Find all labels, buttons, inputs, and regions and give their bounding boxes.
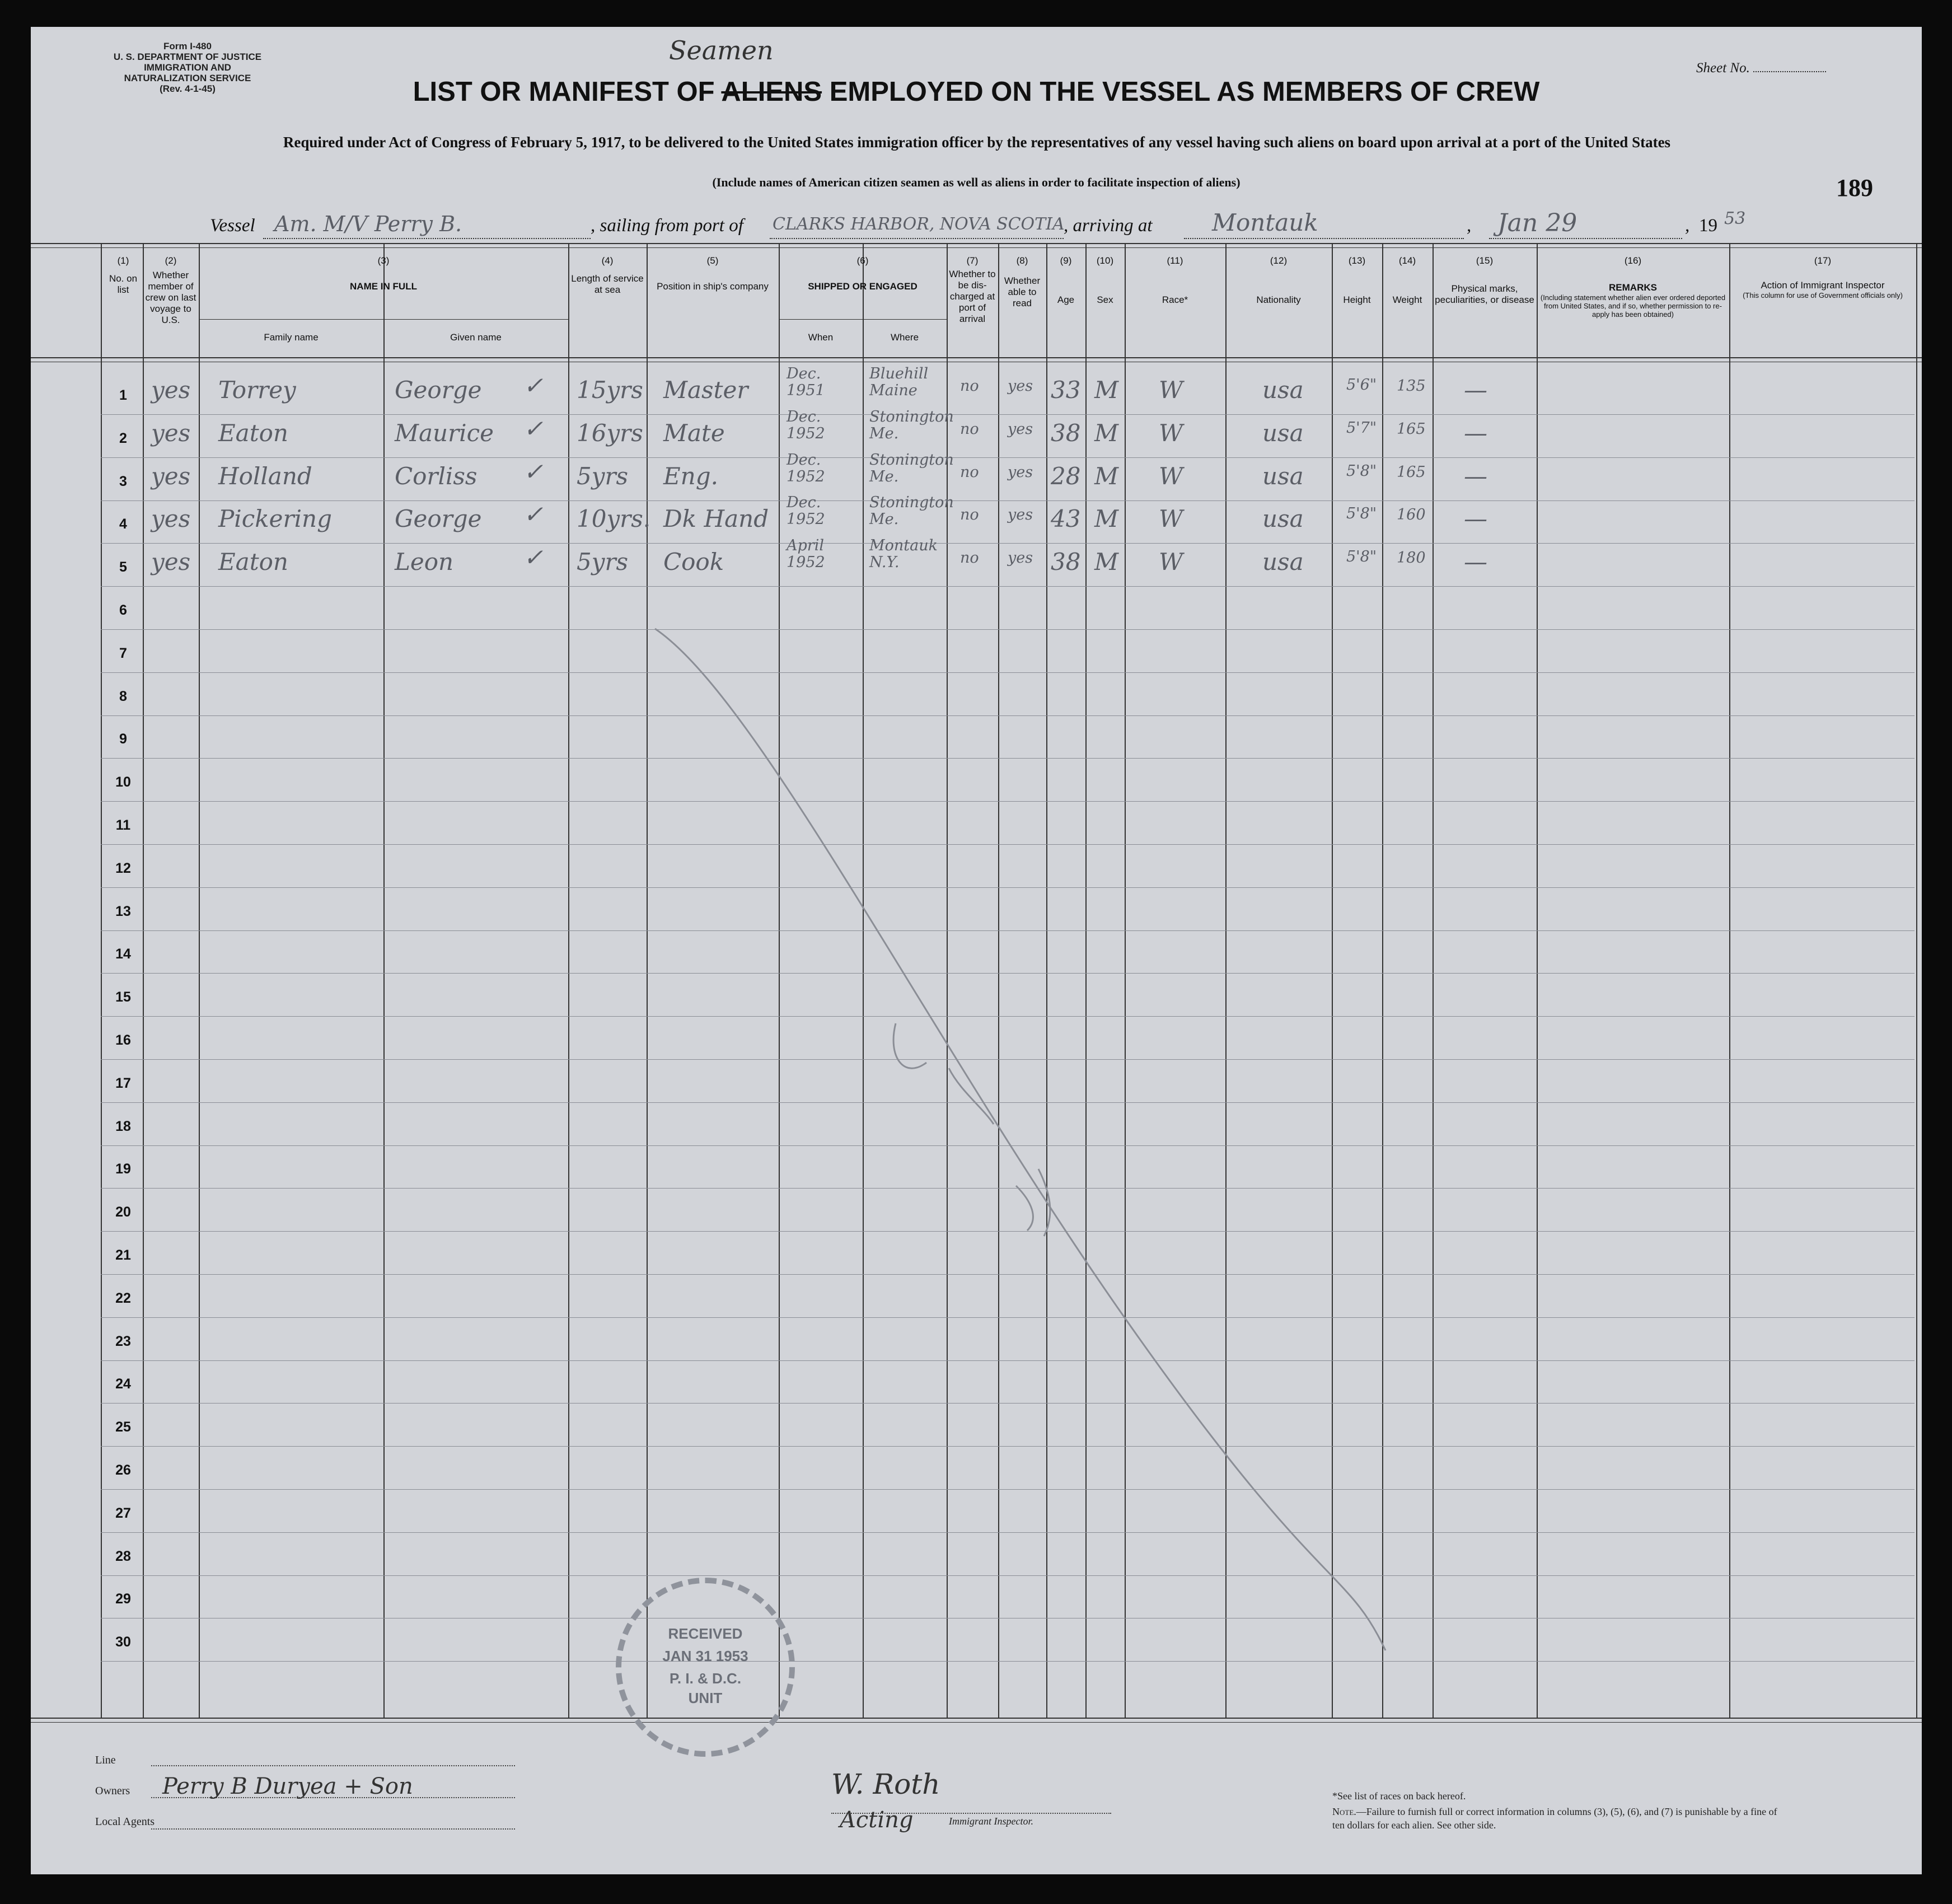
row-number: 16 <box>115 1032 131 1048</box>
manifest-sheet <box>31 27 1922 1874</box>
stamp-line-2: JAN 31 1953 <box>662 1648 748 1664</box>
crew-marks: — <box>1464 548 1487 576</box>
crew-weight: 165 <box>1397 420 1426 438</box>
crew-position: Dk Hand <box>663 505 769 533</box>
header-family-name: Family name <box>264 332 319 343</box>
crew-prev: yes <box>151 462 191 490</box>
crew-service: 5yrs <box>577 548 629 576</box>
header-col-8-label: Whether able to read <box>1004 275 1041 308</box>
vessel-label: Vessel <box>210 216 255 236</box>
crew-read: yes <box>1008 506 1033 524</box>
crew-discharged: no <box>960 506 979 524</box>
handwritten-seamen: Seamen <box>669 35 774 66</box>
crew-discharged: no <box>960 463 979 481</box>
crew-prev: yes <box>151 505 191 533</box>
row-number: 25 <box>115 1419 131 1435</box>
crew-family: Eaton <box>218 548 288 576</box>
row-number: 10 <box>115 774 131 790</box>
crew-nationality: usa <box>1262 548 1304 576</box>
row-number: 4 <box>119 516 127 532</box>
row-number: 23 <box>115 1333 131 1349</box>
note-text: —Failure to furnish full or correct information in columns (3), (5), (6), and (7) is punishable by a fine of ten dollars for each alien. See other side. <box>1332 1806 1777 1831</box>
crew-check: ✓ <box>523 414 544 442</box>
stamp-line-3: P. I. & D.C. <box>669 1670 742 1687</box>
crew-marks: — <box>1464 376 1487 404</box>
crew-given: Maurice <box>395 419 494 447</box>
crew-given: George <box>395 505 482 533</box>
crew-sex: M <box>1094 419 1119 447</box>
crew-service: 15yrs <box>577 376 643 404</box>
row-number: 5 <box>119 559 127 576</box>
crew-when2: 1952 <box>787 511 825 528</box>
row-number: 1 <box>119 387 127 403</box>
sailing-port: CLARKS HARBOR, NOVA SCOTIA <box>773 214 1065 234</box>
crew-when2: 1952 <box>787 424 825 442</box>
header-col-6-number: (6) <box>856 255 869 266</box>
header-col-7-label: Whether to be dis-charged at port of arrival <box>949 269 996 324</box>
row-number: 27 <box>115 1505 131 1521</box>
crew-where1: Stonington <box>869 494 954 512</box>
crew-nationality: usa <box>1262 376 1304 404</box>
crew-age: 33 <box>1051 376 1081 404</box>
row-number: 2 <box>119 430 127 446</box>
crew-where2: Me. <box>869 424 899 442</box>
row-number: 19 <box>115 1161 131 1177</box>
year-suffix: 53 <box>1724 209 1746 228</box>
crew-where1: Stonington <box>869 451 954 469</box>
header-col-8-number: (8) <box>1016 255 1028 266</box>
row-number: 21 <box>115 1247 131 1263</box>
header-col-10-number: (10) <box>1096 255 1114 266</box>
crew-discharged: no <box>960 420 979 438</box>
header-col-15-number: (15) <box>1476 255 1494 266</box>
owners-label: Owners <box>95 1785 130 1797</box>
crew-service: 10yrs. <box>577 505 651 533</box>
header-col-2-number: (2) <box>165 255 177 266</box>
crew-check: ✓ <box>523 457 544 485</box>
inspector-signature: W. Roth <box>831 1768 940 1800</box>
title-part-1: LIST OR MANIFEST OF <box>413 77 722 107</box>
header-col-16-note: (Including statement whether alien ever ordered deported from United States, and if so, whether permission to re-apply has been obtained) <box>1540 293 1726 319</box>
header-given-name: Given name <box>450 332 502 343</box>
crew-where2: Maine <box>869 382 918 399</box>
vessel-line: Vessel Am. M/V Perry B. , sailing from port of CLARKS HARBOR, NOVA SCOTIA , arriving at Montauk , Jan 29 , 19 53 <box>210 209 1777 242</box>
row-number: 14 <box>115 946 131 962</box>
header-col-11-number: (11) <box>1167 255 1183 266</box>
header-col-17-number: (17) <box>1814 255 1832 266</box>
crew-when1: Dec. <box>787 451 821 469</box>
year-prefix: 19 <box>1699 216 1717 236</box>
crew-race: W <box>1159 505 1183 533</box>
crew-read: yes <box>1008 463 1033 481</box>
row-number: 9 <box>119 731 127 747</box>
crew-when1: Dec. <box>787 408 821 425</box>
header-col-4-number: (4) <box>601 255 614 266</box>
crew-when2: 1951 <box>787 382 825 399</box>
crew-age: 38 <box>1051 548 1081 576</box>
crew-when1: April <box>787 537 824 555</box>
stamp-line-4: UNIT <box>688 1690 723 1706</box>
crew-discharged: no <box>960 549 979 567</box>
crew-where2: Me. <box>869 467 899 485</box>
crew-nationality: usa <box>1262 462 1304 490</box>
crew-race: W <box>1159 376 1183 404</box>
row-number: 20 <box>115 1204 131 1220</box>
sailing-label: , sailing from port of <box>591 216 743 236</box>
stamp-line-1: RECEIVED <box>668 1625 743 1642</box>
crew-age: 43 <box>1051 505 1081 533</box>
vessel-name: Am. M/V Perry B. <box>274 212 462 236</box>
sheet-number-label: Sheet No. <box>1696 60 1750 76</box>
crew-where2: N.Y. <box>869 554 900 572</box>
header-col-4-label: Length of service at sea <box>571 273 644 295</box>
header-col-9-label: Age <box>1057 294 1075 305</box>
crew-given: George <box>395 376 482 404</box>
arrival-date: Jan 29 <box>1497 209 1577 237</box>
crew-weight: 165 <box>1397 463 1426 481</box>
header-col-1-label: No. on list <box>109 273 138 295</box>
pencil-cancel-line <box>31 27 1922 1874</box>
header-col-1-number: (1) <box>117 255 129 266</box>
crew-where1: Montauk <box>869 537 938 555</box>
crew-height: 5'8" <box>1346 462 1377 480</box>
row-number: 24 <box>115 1376 131 1392</box>
crew-age: 28 <box>1051 462 1081 490</box>
received-stamp <box>616 1578 795 1757</box>
row-number: 12 <box>115 860 131 876</box>
crew-marks: — <box>1464 505 1487 533</box>
header-col-15-label: Physical marks, peculiarities, or disease <box>1435 283 1534 305</box>
row-number: 18 <box>115 1118 131 1134</box>
header-col-17-note: (This column for use of Government officials only) <box>1743 291 1903 300</box>
arriving-label: , arriving at <box>1064 216 1153 236</box>
form-number: Form I-480 <box>163 41 212 52</box>
line-label: Line <box>95 1754 116 1766</box>
row-number: 3 <box>119 473 127 489</box>
header-col-2-label: Whether member of crew on last voyage to U.S. <box>145 270 196 325</box>
crew-weight: 160 <box>1397 506 1426 524</box>
crew-race: W <box>1159 548 1183 576</box>
row-number: 17 <box>115 1075 131 1091</box>
crew-check: ✓ <box>523 372 544 399</box>
crew-weight: 135 <box>1397 377 1426 395</box>
header-col-14-number: (14) <box>1398 255 1416 266</box>
crew-sex: M <box>1094 505 1119 533</box>
crew-family: Torrey <box>218 376 296 404</box>
crew-read: yes <box>1008 377 1033 395</box>
crew-given: Leon <box>395 548 454 576</box>
crew-check: ✓ <box>523 544 544 572</box>
crew-where1: Stonington <box>869 408 954 425</box>
crew-family: Eaton <box>218 419 288 447</box>
crew-prev: yes <box>151 376 191 404</box>
crew-where2: Me. <box>869 511 899 528</box>
row-number: 30 <box>115 1634 131 1650</box>
crew-race: W <box>1159 419 1183 447</box>
header-col-14-label: Weight <box>1392 294 1422 305</box>
header-col-3-label: NAME IN FULL <box>350 281 417 292</box>
owners-value: Perry B Duryea + Son <box>162 1774 413 1799</box>
crew-position: Cook <box>663 548 724 576</box>
arrival-port: Montauk <box>1212 209 1318 236</box>
crew-prev: yes <box>151 548 191 576</box>
crew-height: 5'6" <box>1346 376 1377 394</box>
row-number: 22 <box>115 1290 131 1306</box>
crew-sex: M <box>1094 462 1119 490</box>
header-col-13-number: (13) <box>1348 255 1366 266</box>
crew-discharged: no <box>960 377 979 395</box>
header-col-16-label: REMARKS <box>1609 282 1657 293</box>
crew-nationality: usa <box>1262 505 1304 533</box>
row-number: 6 <box>119 602 127 618</box>
crew-service: 5yrs <box>577 462 629 490</box>
form-subtitle: Required under Act of Congress of February 5, 1917, to be delivered to the United States immigration officer by the representatives of any vessel having such aliens on board upon arrival at a port of the United States <box>283 134 1671 151</box>
crew-when1: Dec. <box>787 494 821 512</box>
header-col-9-number: (9) <box>1060 255 1072 266</box>
crew-nationality: usa <box>1262 419 1304 447</box>
crew-family: Pickering <box>218 505 332 533</box>
crew-race: W <box>1159 462 1183 490</box>
header-col-6-label: SHIPPED OR ENGAGED <box>808 281 918 292</box>
header-col-10-label: Sex <box>1097 294 1113 305</box>
revision-date: (Rev. 4-1-45) <box>160 83 216 94</box>
note-label: Note. <box>1332 1806 1356 1817</box>
crew-height: 5'8" <box>1346 548 1377 566</box>
department-name: U. S. DEPARTMENT OF JUSTICE <box>113 52 262 62</box>
header-col-13-label: Height <box>1343 294 1371 305</box>
crew-height: 5'7" <box>1346 419 1377 437</box>
inspector-label: Immigrant Inspector. <box>949 1816 1033 1827</box>
local-agents-label: Local Agents <box>95 1816 155 1828</box>
row-number: 11 <box>115 817 131 833</box>
header-col-3-number: (3) <box>377 255 390 266</box>
crew-weight: 180 <box>1397 549 1426 567</box>
pencil-diagonal-line <box>655 629 1385 1650</box>
header-where: Where <box>890 332 919 343</box>
row-number: 15 <box>115 989 131 1005</box>
form-subnote: (Include names of American citizen seamen as well as aliens in order to facilitate inspection of aliens) <box>712 175 1241 189</box>
title-part-2: EMPLOYED ON THE VESSEL AS MEMBERS OF CREW <box>822 77 1540 107</box>
row-number: 28 <box>115 1548 131 1564</box>
crew-sex: M <box>1094 376 1119 404</box>
page-number: 189 <box>1836 174 1873 202</box>
crew-marks: — <box>1464 462 1487 490</box>
header-col-17-label: Action of Immigrant Inspector <box>1761 280 1885 291</box>
row-number: 26 <box>115 1462 131 1478</box>
crew-height: 5'8" <box>1346 505 1377 523</box>
row-number: 13 <box>115 903 131 919</box>
crew-position: Mate <box>663 419 725 447</box>
penalty-note <box>1332 1805 1791 1832</box>
header-col-12-label: Nationality <box>1256 294 1301 305</box>
crew-family: Holland <box>218 462 312 490</box>
header-col-11-label: Race* <box>1162 294 1188 305</box>
service-name: IMMIGRATION AND NATURALIZATION SERVICE <box>124 62 251 83</box>
acting-label: Acting <box>840 1807 914 1833</box>
crew-position: Master <box>663 376 748 404</box>
crew-prev: yes <box>151 419 191 447</box>
row-number: 8 <box>119 688 127 704</box>
header-col-5-number: (5) <box>706 255 719 266</box>
crew-age: 38 <box>1051 419 1081 447</box>
crew-when2: 1952 <box>787 467 825 485</box>
pencil-scribble <box>893 1023 1050 1236</box>
row-number: 7 <box>119 645 127 661</box>
crew-read: yes <box>1008 549 1033 567</box>
crew-position: Eng. <box>663 462 718 490</box>
row-number: 29 <box>115 1591 131 1607</box>
title-struck-word: ALIENS <box>721 77 822 107</box>
crew-check: ✓ <box>523 500 544 528</box>
crew-when2: 1952 <box>787 554 825 572</box>
crew-when1: Dec. <box>787 365 821 382</box>
crew-sex: M <box>1094 548 1119 576</box>
header-col-16-number: (16) <box>1624 255 1642 266</box>
crew-read: yes <box>1008 420 1033 438</box>
header-col-7-number: (7) <box>966 255 979 266</box>
header-when: When <box>808 332 834 343</box>
race-note: *See list of races on back hereof. <box>1332 1790 1466 1802</box>
crew-given: Corliss <box>395 462 478 490</box>
header-col-12-number: (12) <box>1270 255 1288 266</box>
header-col-5-label: Position in ship's company <box>657 281 769 292</box>
crew-marks: — <box>1464 419 1487 447</box>
crew-where1: Bluehill <box>869 365 929 382</box>
crew-service: 16yrs <box>577 419 643 447</box>
